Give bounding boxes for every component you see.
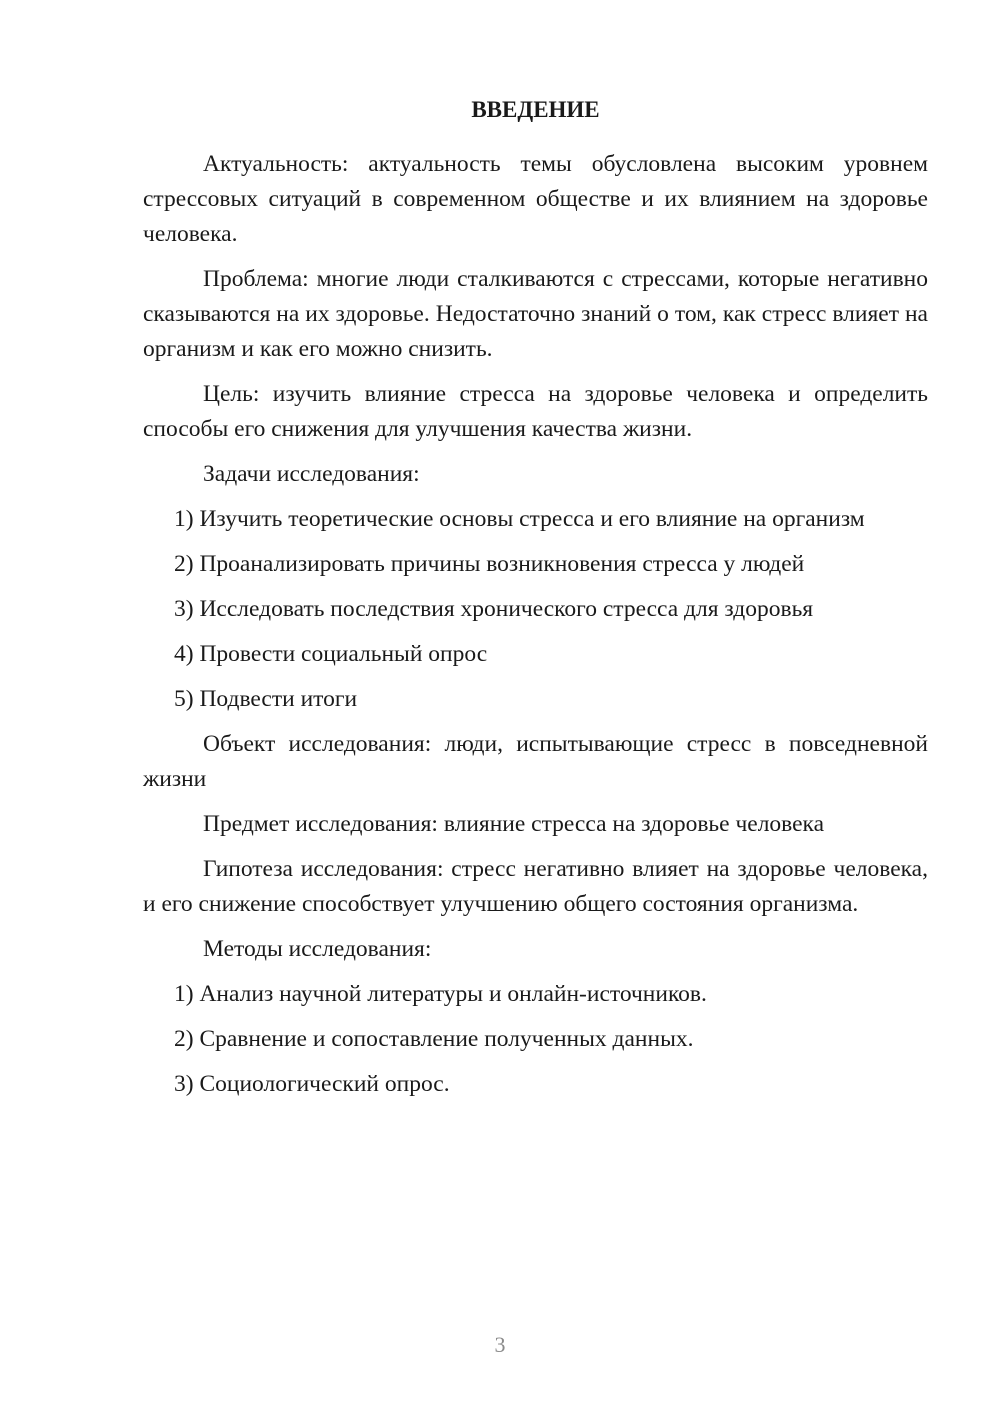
list-item: 1) Анализ научной литературы и онлайн-источников. — [174, 981, 707, 1007]
list-item: 4) Провести социальный опрос — [174, 641, 488, 667]
paragraph-hypothesis: Гипотеза исследования: стресс негативно влияет на здоровье человека, и его снижение способствует улучшению общего состояния организма. — [143, 856, 928, 917]
list-item: 2) Проанализировать причины возникновения стресса у людей — [174, 551, 805, 577]
methods-list — [143, 977, 928, 1102]
list-item: 3) Исследовать последствия хронического стресса для здоровья — [174, 596, 814, 622]
list-item: 5) Подвести итоги — [174, 686, 358, 712]
page-content — [143, 92, 928, 1112]
paragraph-relevance: Актуальность: актуальность темы обусловлена высоким уровнем стрессовых ситуаций в современном обществе и их влиянием на здоровье человека. — [143, 151, 928, 247]
list-item: 3) Социологический опрос. — [174, 1071, 450, 1097]
page-number: 3 — [494, 1332, 506, 1357]
list-item: 2) Сравнение и сопоставление полученных данных. — [174, 1026, 694, 1052]
paragraph-subject: Предмет исследования: влияние стресса на здоровье человека — [203, 811, 825, 837]
section-title: ВВЕДЕНИЕ — [471, 97, 600, 122]
methods-heading: Методы исследования: — [203, 936, 432, 962]
list-item: 1) Изучить теоретические основы стресса и его влияние на организм — [174, 506, 865, 532]
tasks-list — [143, 502, 928, 717]
tasks-heading: Задачи исследования: — [203, 461, 420, 487]
paragraph-object: Объект исследования: люди, испытывающие стресс в повседневной жизни — [143, 731, 928, 792]
paragraph-problem: Проблема: многие люди сталкиваются с стрессами, которые негативно сказываются на их здоровье. Недостаточно знаний о том, как стресс влияет на организм и как его можно снизить. — [143, 266, 928, 362]
paragraph-goal: Цель: изучить влияние стресса на здоровье человека и определить способы его снижения для улучшения качества жизни. — [143, 381, 928, 442]
